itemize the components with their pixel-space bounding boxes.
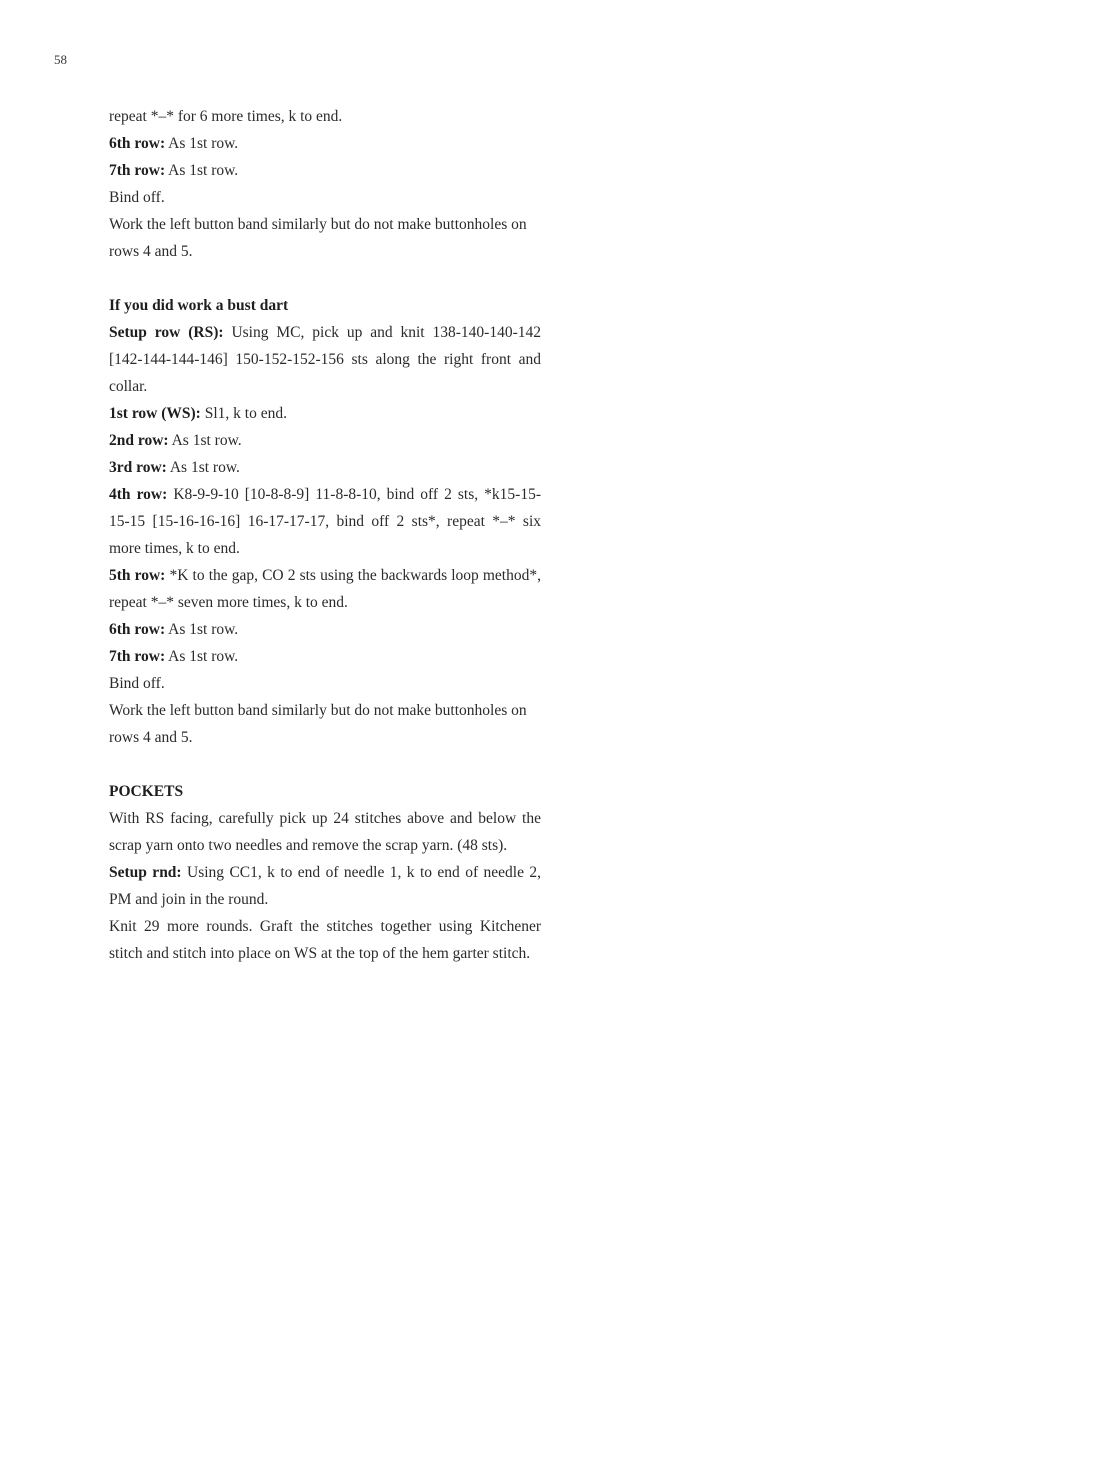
row-label: 7th row: [109,162,166,179]
bind-off-text: Bind off. [109,675,165,692]
pockets-closing: Knit 29 more rounds. Graft the stitches together using Kitchener stitch and stitch into place on WS at the top of the hem garter stitch. [109,918,541,962]
instruction-row-6 [109,616,541,643]
pockets-intro: With RS facing, carefully pick up 24 stitches above and below the scrap yarn onto two needles and remove the scrap yarn. (48 sts). [109,810,541,854]
row-text: Using MC, pick up and knit 138-140-140-142 [142-144-144-146] 150-152-152-156 sts along the right front and collar. [109,324,541,395]
row-text: As 1st row. [168,432,242,449]
row-text: As 1st row. [165,135,239,152]
section1-intro: repeat *–* for 6 more times, k to end. [109,108,343,125]
instruction-row-6 [109,130,541,157]
instruction-row-2 [109,427,541,454]
instruction-row-7 [109,643,541,670]
row-text: As 1st row. [165,648,239,665]
instruction-row-1 [109,400,541,427]
row-label: Setup rnd: [109,864,182,881]
row-text: As 1st row. [165,621,239,638]
row-text: Sl1, k to end. [200,405,287,422]
row-label: 5th row: [109,567,166,584]
row-text: As 1st row. [166,459,240,476]
row-label: 3rd row: [109,459,167,476]
row-label: 6th row: [109,135,166,152]
row-text: K8-9-9-10 [10-8-8-9] 11-8-8-10, bind off 2 sts, *k15-15-15-15 [15-16-16-16] 16-17-17-17, bind off 2 sts*, repeat *–* six more times, k to end. [109,486,541,557]
instruction-row-7 [109,157,541,184]
bust-dart-heading: If you did work a bust dart [109,297,289,314]
page-body [109,103,541,967]
instruction-row-5 [109,562,541,616]
row-label: Setup row (RS): [109,324,224,341]
pockets-heading: POCKETS [109,783,184,800]
instruction-setup-row [109,319,541,400]
page-number: 58 [54,52,67,67]
row-label: 4th row: [109,486,168,503]
row-label: 2nd row: [109,432,169,449]
row-label: 6th row: [109,621,166,638]
bind-off-text: Bind off. [109,189,165,206]
section1-closing: Work the left button band similarly but do not make buttonholes on rows 4 and 5. [109,216,527,260]
section2-closing: Work the left button band similarly but do not make buttonholes on rows 4 and 5. [109,702,527,746]
row-text: As 1st row. [165,162,239,179]
instruction-setup-round [109,859,541,913]
row-text: Using CC1, k to end of needle 1, k to end of needle 2, PM and join in the round. [109,864,541,908]
instruction-row-3 [109,454,541,481]
row-label: 1st row (WS): [109,405,201,422]
row-label: 7th row: [109,648,166,665]
instruction-row-4 [109,481,541,562]
row-text: *K to the gap, CO 2 sts using the backwards loop method*, repeat *–* seven more times, k to end. [109,567,541,611]
